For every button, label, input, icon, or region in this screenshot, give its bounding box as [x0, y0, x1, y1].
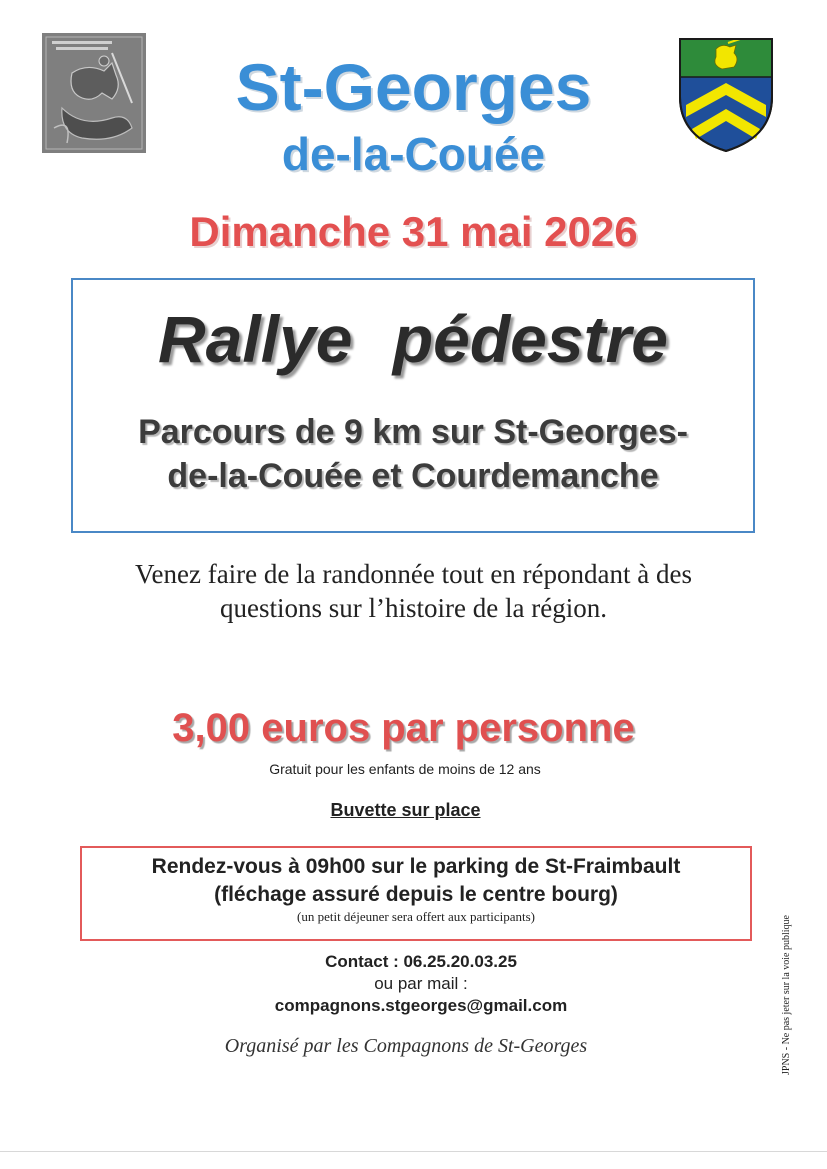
description-line1: Venez faire de la randonnée tout en répondant à des	[135, 559, 692, 589]
bottom-divider	[0, 1151, 827, 1152]
contact-email[interactable]: compagnons.stgeorges@gmail.com	[274, 996, 568, 1015]
organizer: Organisé par les Compagnons de St-Georges	[224, 1035, 588, 1057]
event-date: Dimanche 31 mai 2026	[189, 208, 638, 255]
event-title: Rallye pédestre	[158, 302, 668, 376]
route-description	[71, 410, 755, 498]
town-name-line1: St-Georges	[235, 50, 592, 124]
description-line2: questions sur l’histoire de la région.	[220, 593, 607, 623]
refreshments-note: Buvette sur place	[330, 800, 481, 820]
free-note: Gratuit pour les enfants de moins de 12 ans	[269, 761, 541, 777]
meeting-line2: (fléchage assuré depuis le centre bourg)	[214, 883, 618, 906]
contact-block	[0, 951, 827, 1017]
price: 3,00 euros par personne	[172, 706, 635, 750]
meeting-line1: Rendez-vous à 09h00 sur le parking de St-Fraimbault	[151, 855, 681, 878]
side-note: JPNS - Ne pas jeter sur la voie publique	[781, 915, 792, 1075]
town-name-line2: de-la-Couée	[281, 128, 546, 180]
route-line1: Parcours de 9 km sur St-Georges-	[138, 413, 688, 451]
event-description	[0, 557, 827, 625]
contact-or-mail: ou par mail :	[374, 974, 468, 993]
meeting-info	[80, 853, 752, 909]
contact-phone: Contact : 06.25.20.03.25	[325, 952, 517, 971]
breakfast-note: (un petit déjeuner sera offert aux participants)	[297, 909, 535, 924]
route-line2: de-la-Couée et Courdemanche	[167, 457, 659, 495]
